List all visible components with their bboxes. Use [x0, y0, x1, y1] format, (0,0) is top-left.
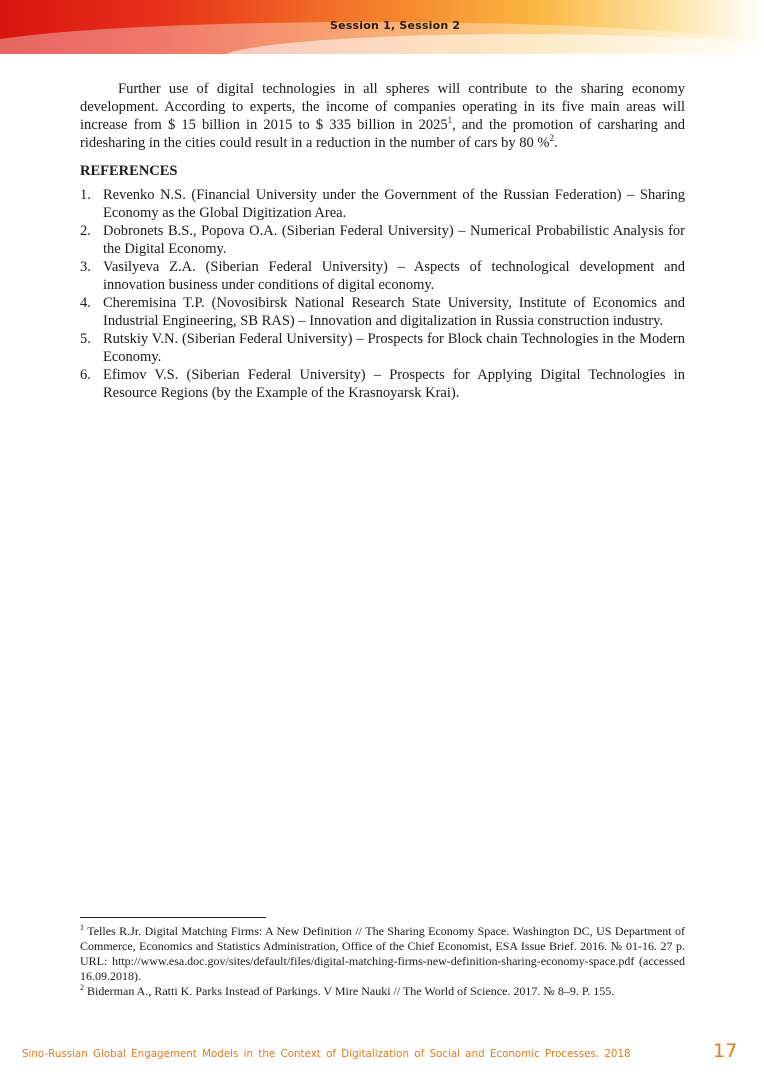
footnote-1	[80, 924, 685, 984]
footnote-text: Telles R.Jr. Digital Matching Firms: A New Definition // The Sharing Economy Space. Washington DC, US Department of Commerce, Economics and Statistics Administration, Office of the Chief Economist, ESA Issue Brief. 2016. № 01-16. 27 p. URL: http://www.esa.doc.gov/sites/default/files/digital-matching-firms-new-definition-sharing-economy-space.pdf (accessed 16.09.2018).	[80, 924, 685, 983]
footer-title: Sino-Russian Global Engagement Models in the Context of Digitalization of Social and Economic Processes. 2018	[22, 1048, 631, 1060]
reference-item	[80, 222, 685, 258]
references-list	[80, 186, 685, 402]
reference-item	[80, 330, 685, 366]
reference-text: Rutskiy V.N. (Siberian Federal University) – Prospects for Block chain Technologies in the Modern Economy.	[103, 331, 685, 365]
reference-text: Cheremisina T.P. (Novosibirsk National Research State University, Institute of Economics and Industrial Engineering, SB RAS) – Innovation and digitalization in Russia construction industry.	[103, 295, 685, 329]
body-text-part-3: .	[554, 135, 558, 151]
footnote-mark: 2	[80, 983, 84, 992]
reference-item	[80, 258, 685, 294]
footnote-separator	[80, 917, 266, 918]
session-label: Session 1, Session 2	[330, 19, 461, 32]
footnote-2	[80, 984, 685, 999]
reference-text: Dobronets B.S., Popova O.A. (Siberian Federal University) – Numerical Probabilistic Analysis for the Digital Economy.	[103, 223, 685, 257]
footnote-text: Biderman A., Ratti K. Parks Instead of Parkings. V Mire Nauki // The World of Science. 2017. № 8–9. P. 155.	[84, 984, 615, 998]
body-text-part-1: Further use of digital technologies in all spheres will contribute to the sharing economy development. According to experts, the income of companies operating in its five main areas will increase from $ 15 billion in 2015 to $ 335 billion in 2025	[80, 81, 685, 133]
reference-number: 5.	[80, 331, 91, 347]
reference-number: 3.	[80, 259, 91, 275]
reference-number: 4.	[80, 295, 91, 311]
main-content	[80, 80, 685, 402]
reference-number: 1.	[80, 187, 91, 203]
references-heading: REFERENCES	[80, 163, 178, 179]
reference-text: Efimov V.S. (Siberian Federal University) – Prospects for Applying Digital Technologies in Resource Regions (by the Example of the Krasnoyarsk Krai).	[103, 367, 685, 401]
reference-item	[80, 366, 685, 402]
footnote-ref-1: 1	[447, 115, 453, 126]
reference-item	[80, 294, 685, 330]
reference-item	[80, 186, 685, 222]
body-text-part-2: , and the promotion of carsharing and ridesharing in the cities could result in a reduction in the number of cars by 80 %	[80, 117, 686, 151]
reference-number: 2.	[80, 223, 91, 239]
reference-number: 6.	[80, 367, 91, 383]
body-paragraph	[80, 80, 685, 152]
reference-text: Revenko N.S. (Financial University under the Government of the Russian Federation) – Sharing Economy as the Global Digitization Area.	[103, 187, 685, 221]
footnote-mark: 1	[80, 923, 84, 932]
footnote-ref-2: 2	[549, 133, 555, 144]
page-number: 17	[713, 1040, 738, 1062]
reference-text: Vasilyeva Z.A. (Siberian Federal University) – Aspects of technological development and innovation business under conditions of digital economy.	[103, 259, 685, 293]
